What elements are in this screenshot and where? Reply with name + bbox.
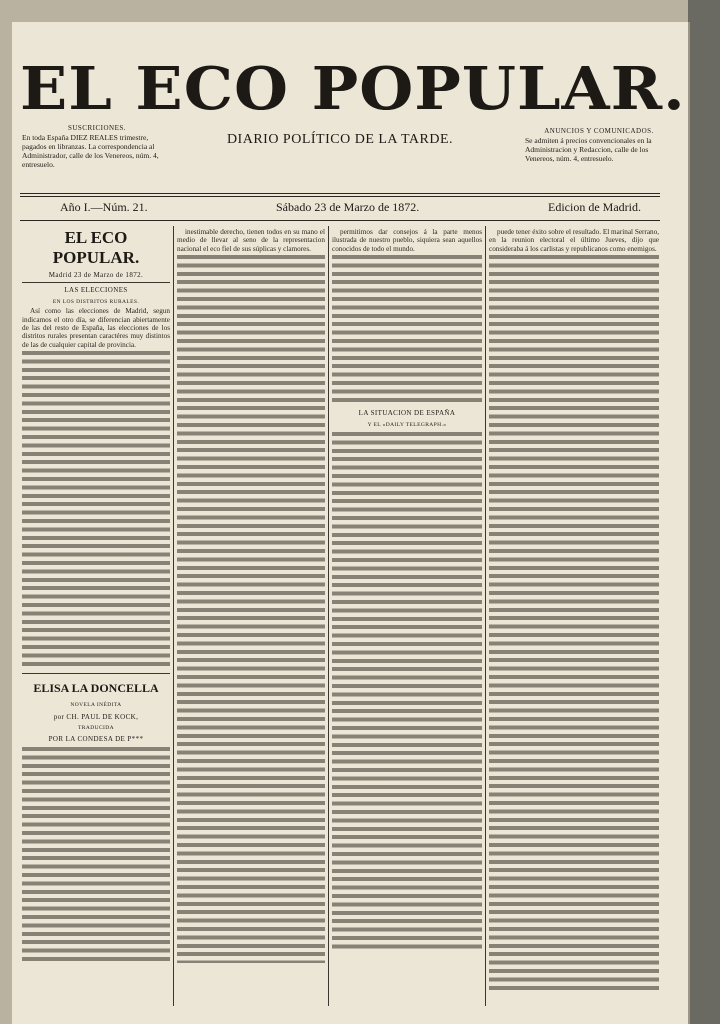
column2-body-text [177, 253, 325, 963]
serial-author: por CH. PAUL DE KOCK, [53, 712, 139, 721]
column-divider-2 [328, 226, 329, 1006]
serial-title: ELISA LA DONCELLA [33, 681, 159, 696]
column-1 [22, 228, 170, 965]
situation-heading: LA SITUACION DE ESPAÑA [358, 409, 456, 418]
elections-paragraph: Así como las elecciones de Madrid, segun indicamos el otro día, se diferencian abiertamente de las del resto de España, las elecciones de los distritos rurales presentan caractéres muy distintos de las de cualquier capital de provincia. [22, 307, 170, 349]
column3-body-text-top [332, 253, 482, 403]
column1-dateline: Madrid 23 de Marzo de 1872. [48, 271, 144, 279]
column-2 [177, 228, 325, 963]
serial-body-text [22, 745, 170, 965]
column3-opening: permitimos dar consejos á la parte menos ilustrada de nuestro pueblo, siquiera sean aquellos conocidos de todo el mundo. [332, 228, 482, 253]
masthead-subtitle: DIARIO POLÍTICO DE LA TARDE. [226, 132, 454, 147]
rule-under-dateline [20, 220, 660, 221]
masthead-title: EL ECO POPULAR. [20, 53, 686, 124]
column-divider-1 [173, 226, 174, 1006]
ads-text: Se admiten á precios convencionales en la Administracion y Redaccion, calle de los Venereos, núm. 4, entresuelo. [525, 136, 652, 163]
ads-heading: ANUNCIOS Y COMUNICADOS. [544, 127, 654, 135]
issue-date: Sábado 23 de Marzo de 1872. [276, 200, 420, 214]
column-divider-3 [485, 226, 486, 1006]
serial-genre: NOVELA INÉDITA [70, 702, 122, 709]
dateline [20, 198, 660, 218]
serial-dedication: POR LA CONDESA DE P*** [48, 735, 144, 744]
paper-name-heading: EL ECO POPULAR. [52, 228, 140, 267]
elections-subheading: EN LOS DISTRITOS RURALES. [52, 298, 140, 305]
column-4 [489, 228, 659, 993]
serial-note: TRADUCIDA [78, 725, 114, 732]
rule-top [20, 193, 660, 194]
elections-heading: LAS ELECCIONES [22, 282, 170, 294]
column-3 [332, 228, 482, 950]
subscriptions-text: En toda España DIEZ REALES trimestre, pagados en libranzas. La correspondencia al Administrador, calle de los Venereos, núm. 4, entresuelo. [22, 133, 159, 169]
edition: Edicion de Madrid. [548, 200, 641, 214]
scanner-edge [688, 0, 720, 1024]
elections-body-text [22, 349, 170, 669]
column3-body-text [332, 430, 482, 950]
column4-opening: puede tener éxito sobre el resultado. El marinal Serrano, en la reunion electoral el último Jueves, dijo que consideraba á los carlistas y republicanos como enemigos. [489, 228, 659, 253]
subscriptions-heading: SUSCRICIONES. [67, 124, 127, 132]
rule-top-2 [20, 196, 660, 197]
issue-number: Año I.—Núm. 21. [60, 200, 148, 214]
ads-box [525, 127, 673, 163]
subscriptions-box [22, 124, 172, 169]
column4-body-text [489, 253, 659, 993]
column2-opening: inestimable derecho, tienen todos en su mano el medio de llevar al seno de la representacion nacional el eco fiel de sus súplicas y clamores. [177, 228, 325, 253]
situation-subheading: Y EL «DAILY TELEGRAPH.» [367, 421, 447, 428]
